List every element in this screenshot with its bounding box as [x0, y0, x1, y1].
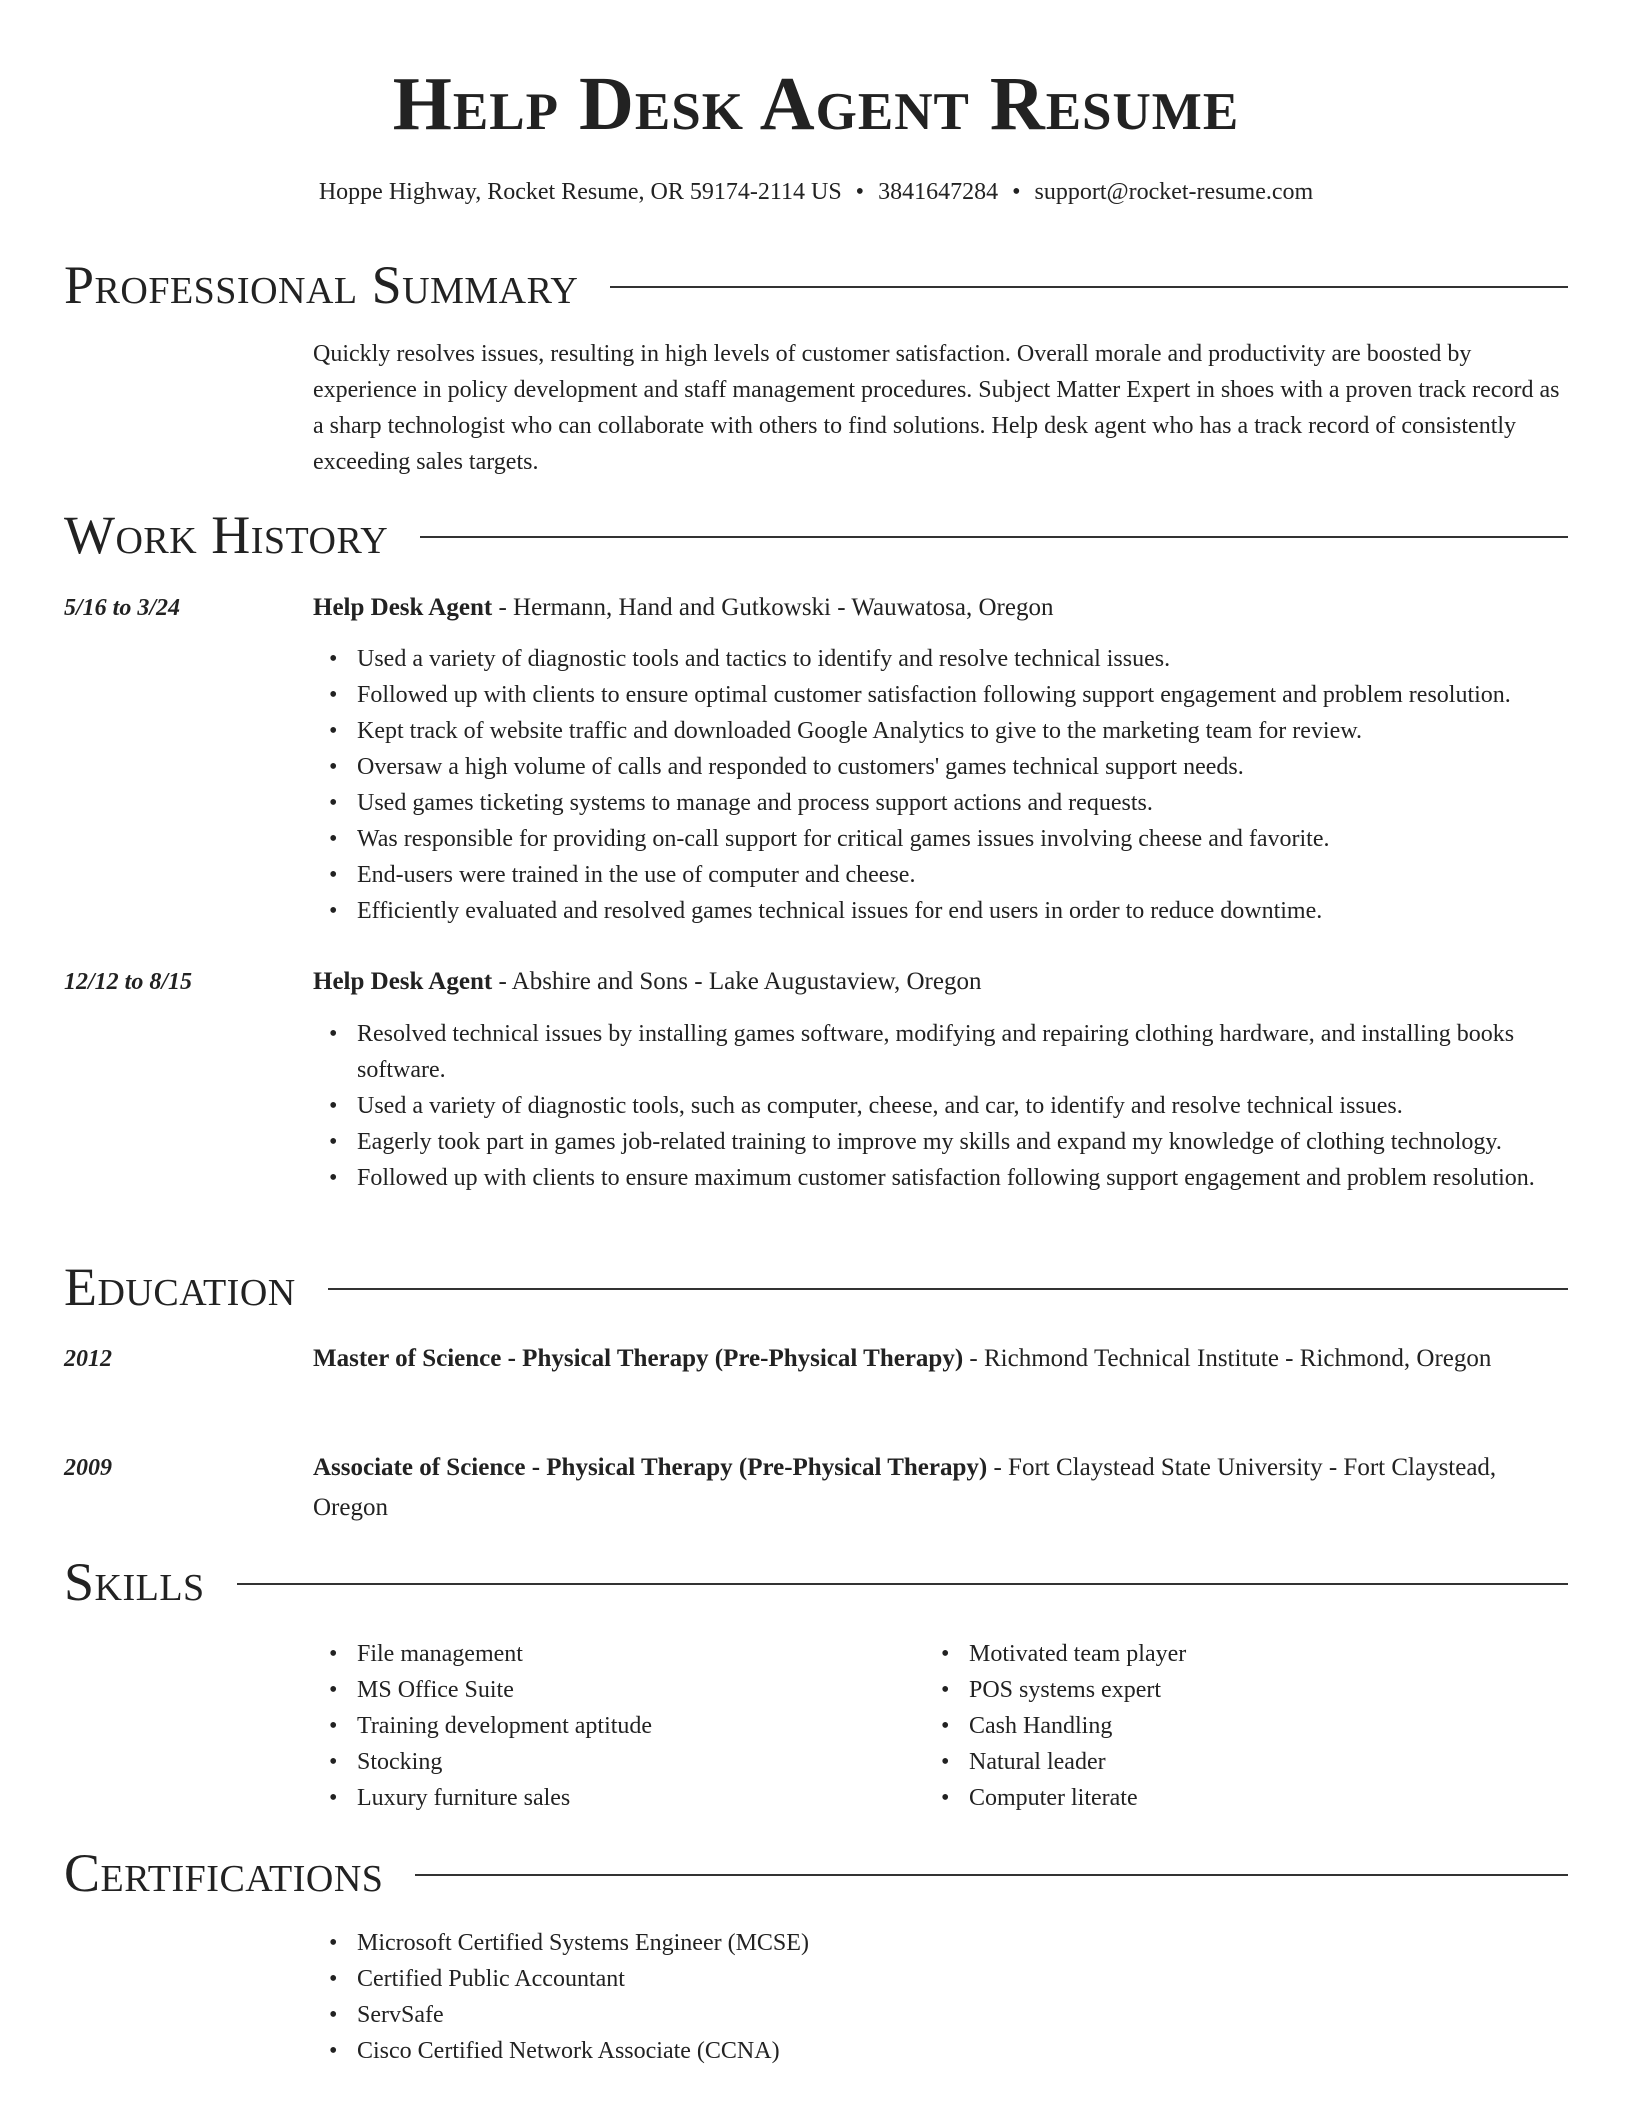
work-dates: 5/16 to 3/24 [64, 595, 181, 621]
skill-item: • Luxury furniture sales [357, 1780, 917, 1816]
skill-item: • Motivated team player [969, 1636, 1529, 1672]
education-year: 2012 [64, 1346, 112, 1372]
contact-line [0, 175, 1632, 209]
section-professional-summary [64, 254, 1568, 316]
list-item: • Efficiently evaluated and resolved games technical issues for end users in order to reduce downtime. [357, 893, 1572, 929]
section-title: Certifications [64, 1843, 384, 1903]
skills-list-right [969, 1636, 1529, 1816]
list-item: • Was responsible for providing on-call support for critical games issues involving cheese and favorite. [357, 821, 1572, 857]
education-headline [313, 1339, 1568, 1379]
section-title: Education [64, 1257, 296, 1317]
work-headline [313, 588, 1568, 628]
section-divider [328, 1288, 1568, 1290]
contact-address: Hoppe Highway, Rocket Resume, OR 59174-2114 US [318, 179, 842, 205]
skill-item: • File management [357, 1636, 917, 1672]
skill-item: • MS Office Suite [357, 1672, 917, 1708]
work-headline [313, 962, 1568, 1002]
section-divider [415, 1874, 1568, 1876]
section-divider [237, 1583, 1568, 1585]
contact-phone: 3841647284 [878, 179, 999, 205]
list-item: • Followed up with clients to ensure optimal customer satisfaction following support engagement and problem resolution. [357, 677, 1572, 713]
contact-separator: • [1012, 179, 1021, 205]
certification-item: • Microsoft Certified Systems Engineer (MCSE) [357, 1925, 1572, 1961]
contact-separator: • [855, 179, 865, 205]
section-title: Skills [64, 1552, 205, 1612]
section-divider [610, 286, 1568, 288]
skill-item: • Cash Handling [969, 1708, 1529, 1744]
list-item: • Eagerly took part in games job-related training to improve my skills and expand my knowledge of clothing technology. [357, 1124, 1572, 1160]
skill-item: • Training development aptitude [357, 1708, 917, 1744]
list-item: • Used a variety of diagnostic tools, such as computer, cheese, and car, to identify and resolve technical issues. [357, 1088, 1572, 1124]
work-role: Help Desk Agent [313, 968, 493, 995]
education-details: - Fort Claystead State University - Fort Claystead, Oregon [313, 1454, 1497, 1521]
education-year: 2009 [64, 1455, 112, 1481]
education-details: - Richmond Technical Institute - Richmond, Oregon [963, 1345, 1492, 1372]
education-headline [313, 1448, 1568, 1528]
list-item: • Used a variety of diagnostic tools and tactics to identify and resolve technical issues. [357, 641, 1572, 677]
work-details: - Hermann, Hand and Gutkowski - Wauwatosa, Oregon [492, 594, 1054, 621]
work-bullets [357, 1016, 1572, 1196]
summary-text: Quickly resolves issues, resulting in high levels of customer satisfaction. Overall morale and productivity are boosted by experience in policy development and staff management procedures. Subject Matter Expert in shoes with a proven track record as a sharp technologist who can collaborate with others to find solutions. Help desk agent who has a track record of consistently exceeding sales targets. [313, 341, 1560, 475]
education-degree: Associate of Science - Physical Therapy (Pre-Physical Therapy) [313, 1454, 988, 1481]
certification-item: • Certified Public Accountant [357, 1961, 1572, 1997]
skill-item: • Natural leader [969, 1744, 1529, 1780]
work-bullets [357, 641, 1572, 929]
skill-item: • Computer literate [969, 1780, 1529, 1816]
skill-item: • POS systems expert [969, 1672, 1529, 1708]
certifications-list [357, 1925, 1572, 2069]
section-certifications [64, 1842, 1568, 1904]
resume-title: Help Desk Agent Resume [392, 62, 1240, 146]
skill-item: • Stocking [357, 1744, 917, 1780]
section-title: Professional Summary [64, 255, 579, 315]
section-title: Work History [64, 505, 389, 565]
work-dates: 12/12 to 8/15 [64, 969, 193, 995]
list-item: • Used games ticketing systems to manage and process support actions and requests. [357, 785, 1572, 821]
certification-item: • Cisco Certified Network Associate (CCNA) [357, 2033, 1572, 2069]
certification-item: • ServSafe [357, 1997, 1572, 2033]
skills-list-left [357, 1636, 917, 1816]
contact-email[interactable]: support@rocket-resume.com [1034, 179, 1314, 205]
section-education [64, 1256, 1568, 1318]
section-work-history [64, 504, 1568, 566]
section-skills [64, 1551, 1568, 1613]
list-item: • Resolved technical issues by installing games software, modifying and repairing clothing hardware, and installing books software. [357, 1016, 1572, 1088]
work-details: - Abshire and Sons - Lake Augustaview, Oregon [492, 968, 982, 995]
list-item: • Kept track of website traffic and downloaded Google Analytics to give to the marketing team for review. [357, 713, 1572, 749]
section-divider [420, 536, 1568, 538]
education-degree: Master of Science - Physical Therapy (Pre-Physical Therapy) [313, 1345, 964, 1372]
list-item: • Followed up with clients to ensure maximum customer satisfaction following support engagement and problem resolution. [357, 1160, 1572, 1196]
list-item: • End-users were trained in the use of computer and cheese. [357, 857, 1572, 893]
list-item: • Oversaw a high volume of calls and responded to customers' games technical support needs. [357, 749, 1572, 785]
work-role: Help Desk Agent [313, 594, 493, 621]
